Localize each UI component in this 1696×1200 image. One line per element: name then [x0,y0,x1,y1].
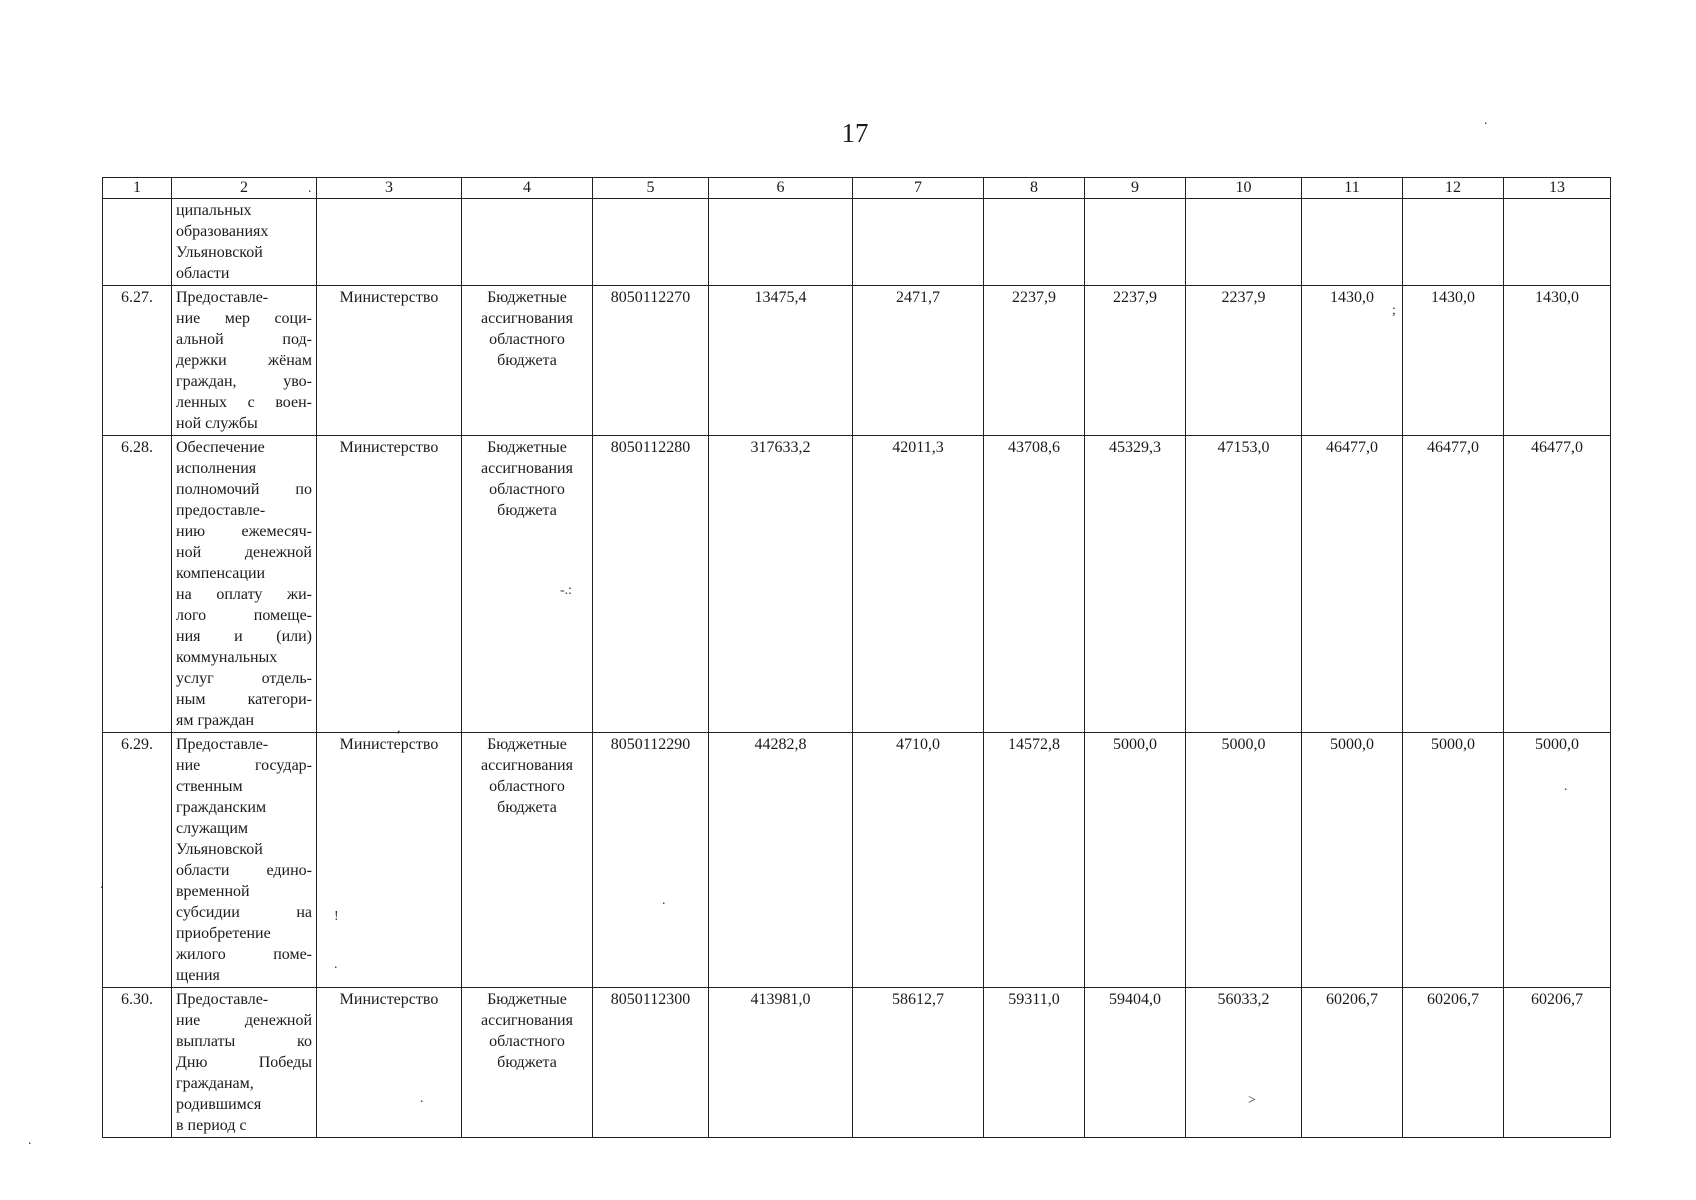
measure-name-line: ям граждан [176,712,255,729]
column-header-11: 11 [1302,178,1403,199]
amount-col-7 [853,199,984,286]
measure-name-line: щения [176,967,220,984]
amount-col-13: 60206,7 [1504,988,1611,1138]
measure-name-line: лого помеще- [176,607,312,624]
funding-source [462,286,593,436]
amount-col-10 [1186,199,1302,286]
executor: Министерство [317,436,462,733]
scan-speck: . [28,1133,32,1148]
amount-col-10: 5000,0 [1186,733,1302,988]
column-header-6: 6 [709,178,853,199]
measure-name-line: услуг отдель- [176,670,312,687]
amount-col-13: 1430,0 [1504,286,1611,436]
scan-speck: ; [1392,303,1396,318]
scan-speck: . [1484,113,1488,128]
funding-source-line: Бюджетные [487,439,567,456]
column-header-2: 2 [172,178,317,199]
measure-name-line: ной денежной [176,544,312,561]
measure-name [172,286,317,436]
amount-col-11: 1430,0 [1302,286,1403,436]
measure-name [172,436,317,733]
table-row [103,733,1611,988]
table-row [103,286,1611,436]
measure-name-line: альной под- [176,331,312,348]
measure-name-line: полномочий по [176,481,312,498]
funding-source-line: областного [489,1033,565,1050]
executor: Министерство [317,733,462,988]
column-header-3: 3 [317,178,462,199]
amount-col-12: 60206,7 [1403,988,1504,1138]
table-body [103,178,1611,1138]
funding-source [462,988,593,1138]
funding-source-line: бюджета [497,799,557,816]
funding-source-line: бюджета [497,352,557,369]
funding-source-line: областного [489,481,565,498]
funding-source-line: областного [489,331,565,348]
amount-col-12: 46477,0 [1403,436,1504,733]
amount-col-10: 56033,2 [1186,988,1302,1138]
amount-col-10: 2237,9 [1186,286,1302,436]
measure-name-line: Ульяновской [176,244,263,261]
column-header-13: 13 [1504,178,1611,199]
amount-col-13: 5000,0 [1504,733,1611,988]
amount-col-7: 58612,7 [853,988,984,1138]
funding-source-line: ассигнования [481,460,573,477]
column-header-12: 12 [1403,178,1504,199]
amount-col-6: 413981,0 [709,988,853,1138]
amount-col-7: 42011,3 [853,436,984,733]
measure-name-line: Ульяновской [176,841,263,858]
row-number: 6.27. [103,286,172,436]
scan-speck: . [334,957,338,972]
scan-speck: . [100,877,104,892]
measure-name-line: ние мер соци- [176,310,312,327]
amount-col-6: 13475,4 [709,286,853,436]
column-header-8: 8 [984,178,1085,199]
measure-name-line: на оплату жи- [176,586,312,603]
table-row [103,199,1611,286]
measure-name-line: ственным [176,778,243,795]
amount-col-6 [709,199,853,286]
amount-col-9: 59404,0 [1085,988,1186,1138]
measure-name-line: предоставле- [176,502,266,519]
column-header-7: 7 [853,178,984,199]
measure-name-line: ленных с воен- [176,394,312,411]
budget-code: 8050112280 [593,436,709,733]
table-header-row [103,178,1611,199]
measure-name-line: жилого поме- [176,946,312,963]
measure-name-line: выплаты ко [176,1033,312,1050]
scan-speck: > [1248,1093,1256,1108]
funding-source [462,733,593,988]
measure-name-line: гражданам, [176,1075,254,1092]
measure-name-line: ние денежной [176,1012,312,1029]
scan-speck: , [397,721,401,736]
amount-col-12 [1403,199,1504,286]
measure-name-line: в период с [176,1117,247,1134]
measure-name-line: коммунальных [176,649,278,666]
amount-col-11: 46477,0 [1302,436,1403,733]
budget-table [102,177,1611,1138]
amount-col-9 [1085,199,1186,286]
measure-name-line: компенсации [176,565,266,582]
amount-col-9: 45329,3 [1085,436,1186,733]
row-number: 6.29. [103,733,172,988]
amount-col-8: 14572,8 [984,733,1085,988]
measure-name-line: области едино- [176,862,312,879]
measure-name-line: Предоставле- [176,289,269,306]
measure-name-line: нию ежемесяч- [176,523,312,540]
measure-name-line: держки жёнам [176,352,312,369]
row-number [103,199,172,286]
scan-speck: . [662,893,666,908]
funding-source [462,199,593,286]
amount-col-13: 46477,0 [1504,436,1611,733]
amount-col-9: 5000,0 [1085,733,1186,988]
budget-code: 8050112290 [593,733,709,988]
funding-source-line: бюджета [497,502,557,519]
funding-source-line: Бюджетные [487,736,567,753]
column-header-9: 9 [1085,178,1186,199]
measure-name-line: Дню Победы [176,1054,312,1071]
budget-code: 8050112270 [593,286,709,436]
amount-col-10: 47153,0 [1186,436,1302,733]
funding-source-line: Бюджетные [487,991,567,1008]
measure-name-line: ния и (или) [176,628,312,645]
page-number: 17 [841,118,869,148]
executor: Министерство [317,988,462,1138]
funding-source-line: ассигнования [481,310,573,327]
amount-col-7: 2471,7 [853,286,984,436]
funding-source-line: ассигнования [481,757,573,774]
funding-source-line: бюджета [497,1054,557,1071]
budget-code: 8050112300 [593,988,709,1138]
measure-name [172,733,317,988]
measure-name-line: родившимся [176,1096,262,1113]
amount-col-11: 60206,7 [1302,988,1403,1138]
funding-source-line: Бюджетные [487,289,567,306]
measure-name-line: ным категори- [176,691,312,708]
scan-speck: -.: [560,583,573,598]
executor [317,199,462,286]
measure-name-line: субсидии на [176,904,312,921]
measure-name [172,988,317,1138]
amount-col-7: 4710,0 [853,733,984,988]
measure-name-line: Предоставле- [176,991,269,1008]
amount-col-8: 59311,0 [984,988,1085,1138]
column-header-4: 4 [462,178,593,199]
amount-col-13 [1504,199,1611,286]
measure-name-line: приобретение [176,925,271,942]
amount-col-11 [1302,199,1403,286]
amount-col-11: 5000,0 [1302,733,1403,988]
row-number: 6.30. [103,988,172,1138]
measure-name-line: исполнения [176,460,257,477]
amount-col-6: 44282,8 [709,733,853,988]
measure-name-line: служащим [176,820,249,837]
measure-name-line: ние государ- [176,757,312,774]
measure-name-line: области [176,265,230,282]
measure-name-line: гражданским [176,799,267,816]
amount-col-12: 5000,0 [1403,733,1504,988]
amount-col-8 [984,199,1085,286]
column-header-1: 1 [103,178,172,199]
amount-col-8: 2237,9 [984,286,1085,436]
scan-speck: . [308,181,312,196]
measure-name-line: Предоставле- [176,736,269,753]
measure-name [172,199,317,286]
measure-name-line: граждан, уво- [176,373,312,390]
funding-source-line: областного [489,778,565,795]
table-row [103,988,1611,1138]
measure-name-line: ной службы [176,415,258,432]
measure-name-line: ципальных [176,202,252,219]
measure-name-line: Обеспечение [176,439,265,456]
measure-name-line: образованиях [176,223,269,240]
column-header-5: 5 [593,178,709,199]
amount-col-6: 317633,2 [709,436,853,733]
amount-col-9: 2237,9 [1085,286,1186,436]
table-row [103,436,1611,733]
scan-speck: . [1564,779,1568,794]
funding-source-line: ассигнования [481,1012,573,1029]
executor: Министерство [317,286,462,436]
measure-name-line: временной [176,883,250,900]
funding-source [462,436,593,733]
budget-code [593,199,709,286]
amount-col-12: 1430,0 [1403,286,1504,436]
row-number: 6.28. [103,436,172,733]
scan-speck: . [420,1091,424,1106]
scan-speck: ! [334,909,339,924]
amount-col-8: 43708,6 [984,436,1085,733]
column-header-10: 10 [1186,178,1302,199]
